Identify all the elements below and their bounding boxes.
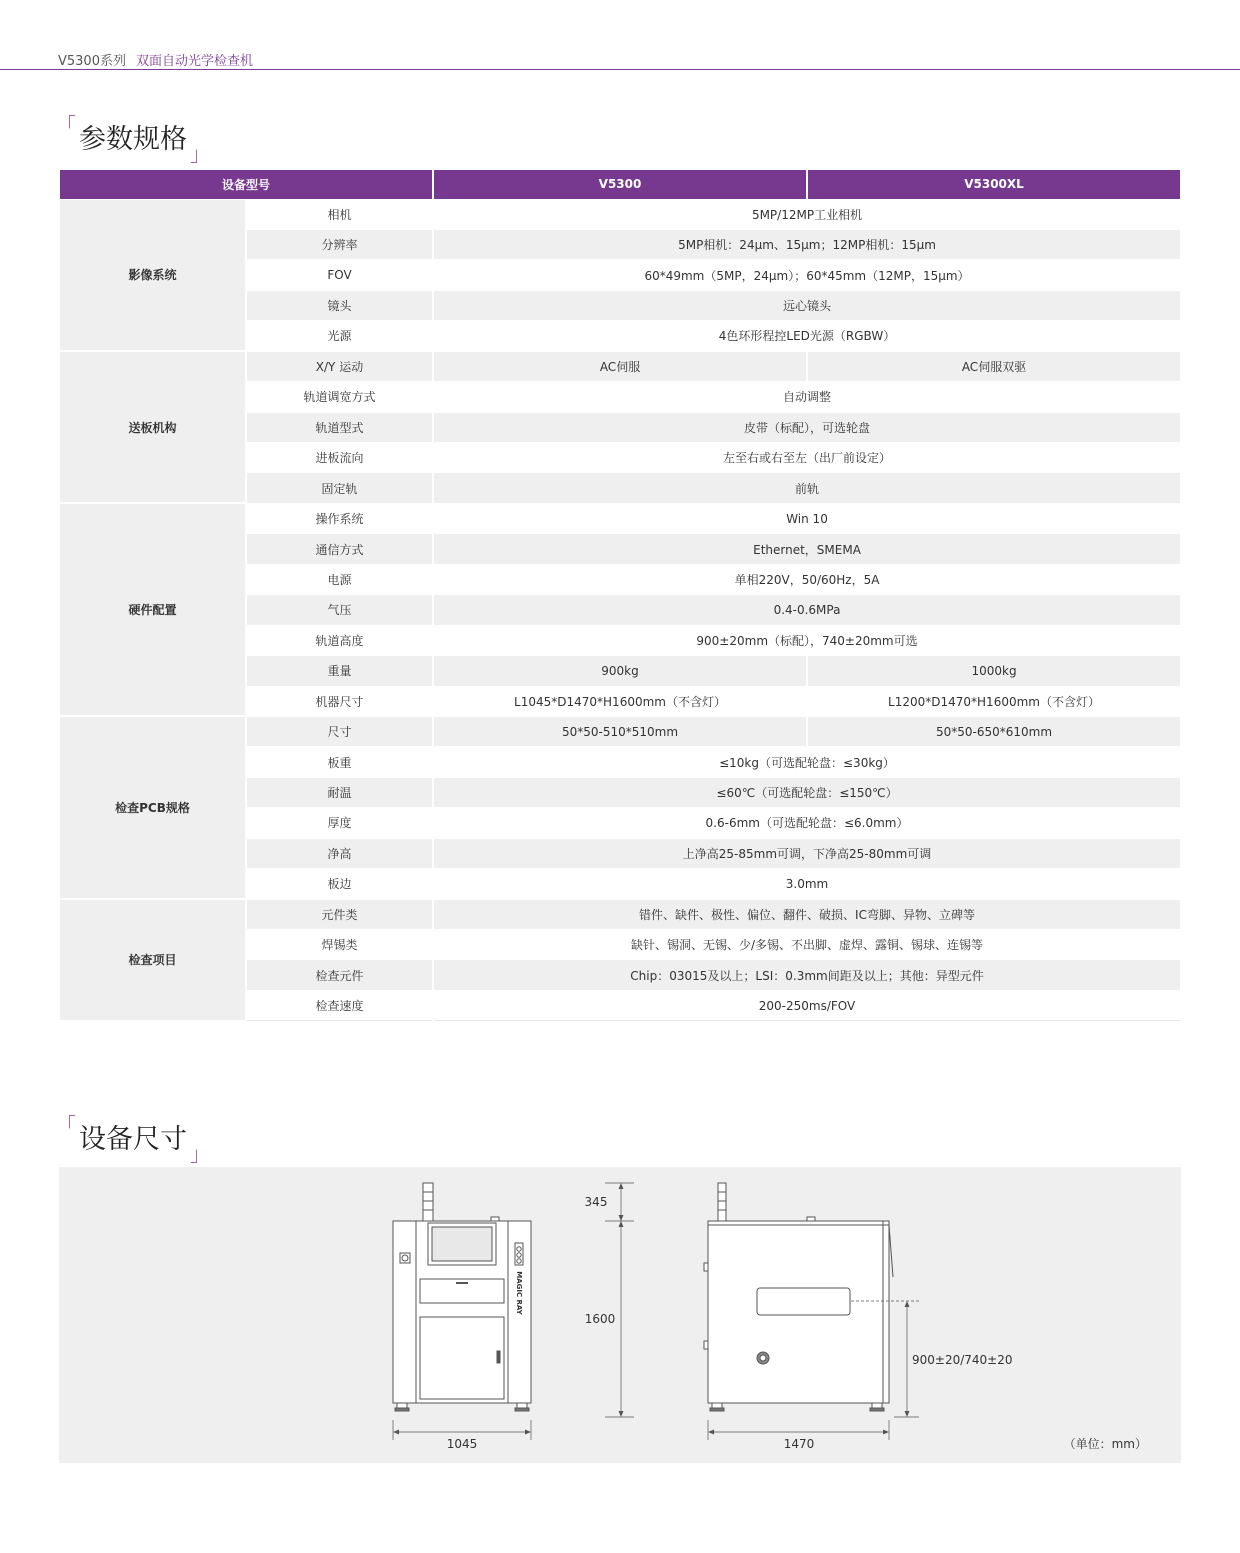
param-name: 轨道型式 [246, 412, 433, 442]
param-value-v5300xl: AC伺服双驱 [807, 351, 1180, 381]
lamp-height-label: 345 [584, 1195, 608, 1209]
param-name: 尺寸 [246, 716, 433, 746]
specs-title-text: 参数规格 [79, 124, 187, 155]
spec-row [60, 503, 1180, 533]
dims-section-title [56, 1113, 210, 1166]
param-name: 净高 [246, 838, 433, 868]
param-name: 电源 [246, 564, 433, 594]
brand-label: MAGIC RAY [515, 1271, 523, 1315]
group-label: 检查项目 [60, 899, 246, 1021]
param-value-shared: 0.6-6mm（可选配轮盘：≤6.0mm） [433, 808, 1180, 838]
param-value-shared: 5MP/12MP工业相机 [433, 199, 1180, 229]
group-label: 影像系统 [60, 199, 246, 351]
running-header [58, 50, 253, 69]
param-name: 板边 [246, 869, 433, 899]
param-value-v5300xl: L1200*D1470*H1600mm（不含灯） [807, 686, 1180, 716]
param-value-shared: Win 10 [433, 503, 1180, 533]
group-label: 检查PCB规格 [60, 716, 246, 899]
param-value-shared: Chip：03015及以上；LSI：0.3mm间距及以上；其他：异型元件 [433, 960, 1180, 990]
body-height-label: 1600 [584, 1312, 616, 1326]
param-value-v5300: 50*50-510*510mm [433, 716, 807, 746]
param-name: 机器尺寸 [246, 686, 433, 716]
param-name: 轨道高度 [246, 625, 433, 655]
param-value-shared: 单相220V，50/60Hz，5A [433, 564, 1180, 594]
specs-section-title [56, 113, 210, 166]
param-name: 耐温 [246, 777, 433, 807]
spec-row [60, 716, 1180, 746]
spec-table [60, 170, 1180, 1022]
dimensions-panel [59, 1167, 1181, 1463]
param-name: 检查速度 [246, 990, 433, 1020]
param-name: X/Y 运动 [246, 351, 433, 381]
param-name: 重量 [246, 656, 433, 686]
param-value-shared: 上净高25-85mm可调，下净高25-80mm可调 [433, 838, 1180, 868]
dims-title-text: 设备尺寸 [79, 1124, 187, 1155]
product-name: 双面自动光学检查机 [135, 54, 253, 69]
group-label: 送板机构 [60, 351, 246, 503]
header-rule [0, 69, 1240, 70]
unit-note: （单位：mm） [1063, 1437, 1147, 1451]
param-value-shared: 900±20mm（标配），740±20mm可选 [433, 625, 1180, 655]
param-value-shared: 5MP相机：24μm、15μm；12MP相机：15μm [433, 229, 1180, 259]
bracket-open: 「 [56, 1113, 76, 1137]
height-dimension-lines [605, 1183, 634, 1417]
series-name: V5300系列 [58, 54, 126, 69]
rail-height-label: 900±20/740±20 [912, 1353, 1013, 1367]
param-name: 检查元件 [246, 960, 433, 990]
param-name: 气压 [246, 595, 433, 625]
param-value-shared: 前轨 [433, 473, 1180, 503]
param-value-shared: 皮带（标配），可选轮盘 [433, 412, 1180, 442]
param-value-v5300: L1045*D1470*H1600mm（不含灯） [433, 686, 807, 716]
front-view-drawing [393, 1183, 531, 1440]
param-value-shared: 4色环形程控LED光源（RGBW） [433, 321, 1180, 351]
param-name: 进板流向 [246, 443, 433, 473]
param-value-shared: 错件、缺件、极性、偏位、翻件、破损、IC弯脚、异物、立碑等 [433, 899, 1180, 929]
param-name: 相机 [246, 199, 433, 229]
param-name: 轨道调宽方式 [246, 382, 433, 412]
param-value-shared: 200-250ms/FOV [433, 990, 1180, 1020]
param-value-shared: 60*49mm（5MP，24μm）；60*45mm（12MP，15μm） [433, 260, 1180, 290]
param-name: 板重 [246, 747, 433, 777]
param-value-shared: 3.0mm [433, 869, 1180, 899]
param-value-shared: 自动调整 [433, 382, 1180, 412]
param-name: 固定轨 [246, 473, 433, 503]
param-name: FOV [246, 260, 433, 290]
param-value-v5300: 900kg [433, 656, 807, 686]
param-value-v5300xl: 1000kg [807, 656, 1180, 686]
param-name: 分辨率 [246, 229, 433, 259]
param-value-shared: Ethernet，SMEMA [433, 534, 1180, 564]
param-value-shared: 左至右或右至左（出厂前设定） [433, 443, 1180, 473]
param-name: 通信方式 [246, 534, 433, 564]
front-width-label: 1045 [446, 1437, 478, 1451]
header-v5300xl: V5300XL [807, 170, 1180, 199]
param-name: 厚度 [246, 808, 433, 838]
header-v5300: V5300 [433, 170, 807, 199]
param-value-shared: 缺针、锡洞、无锡、少/多锡、不出脚、虚焊、露铜、锡球、连锡等 [433, 930, 1180, 960]
param-name: 光源 [246, 321, 433, 351]
spec-row [60, 199, 1180, 229]
param-value-shared: ≤10kg（可选配轮盘：≤30kg） [433, 747, 1180, 777]
bracket-open: 「 [56, 113, 76, 137]
group-label: 硬件配置 [60, 503, 246, 716]
side-depth-label: 1470 [783, 1437, 815, 1451]
param-name: 镜头 [246, 290, 433, 320]
param-value-shared: ≤60℃（可选配轮盘：≤150℃） [433, 777, 1180, 807]
param-name: 元件类 [246, 899, 433, 929]
spec-table-header [60, 170, 1180, 199]
side-view-drawing [704, 1183, 919, 1440]
spec-row [60, 351, 1180, 381]
header-model: 设备型号 [60, 170, 433, 199]
param-name: 操作系统 [246, 503, 433, 533]
spec-table-body [60, 199, 1180, 1021]
machine-drawings [59, 1167, 1181, 1463]
param-value-v5300xl: 50*50-650*610mm [807, 716, 1180, 746]
bracket-close: 」 [190, 1142, 210, 1166]
spec-row [60, 899, 1180, 929]
param-value-shared: 远心镜头 [433, 290, 1180, 320]
param-name: 焊锡类 [246, 930, 433, 960]
param-value-v5300: AC伺服 [433, 351, 807, 381]
bracket-close: 」 [190, 142, 210, 166]
param-value-shared: 0.4-0.6MPa [433, 595, 1180, 625]
